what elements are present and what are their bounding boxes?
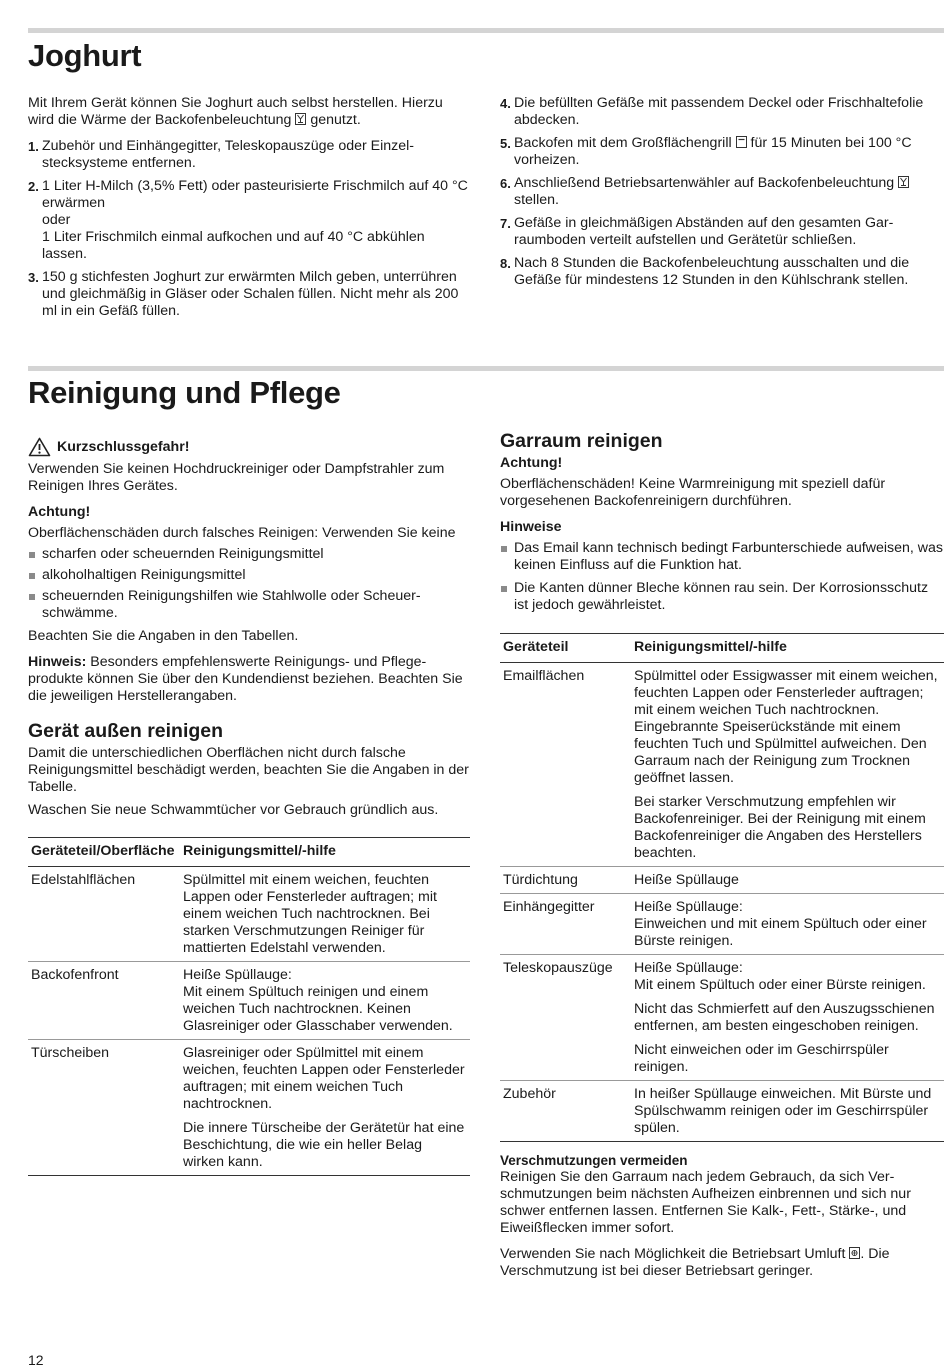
- list-item: 8. Nach 8 Stunden die Backofenbeleuchtung ausschalten und die Gefäße für mindestens 12 Stunden in den Kühlschrank stellen.: [500, 255, 910, 288]
- page-number: 12: [28, 1352, 44, 1368]
- list-item: 4. Die befüllten Gefäße mit passendem Deckel oder Frischhaltefolie abdecken.: [500, 95, 924, 128]
- joghurt-steps-left: [28, 138, 470, 320]
- heading-garraum: Garraum reinigen: [500, 430, 663, 452]
- list-item: 3. 150 g stichfesten Joghurt zur erwärmten Milch geben, unterrühren und gleichmäßig in Gläser oder Schalen füllen. Nicht mehr als 200 ml in ein Gefäß füllen.: [28, 269, 459, 319]
- list-item: 5. Backofen mit dem Großflächengrill für 15 Minuten bei 100 °C vorheizen.: [500, 135, 912, 168]
- list-item: 7. Gefäße in gleichmäßigen Abständen auf den gesamten Garraumboden verteilt aufstellen und Gerätetür schließen.: [500, 215, 894, 248]
- table-header: Geräteteil: [500, 634, 631, 663]
- bullet-list: [500, 540, 944, 614]
- list-item: Die Kanten dünner Bleche können rau sein. Der Korrosionsschutz ist jedoch gewährleistet.: [500, 580, 944, 614]
- garraum-table: [500, 633, 944, 1142]
- reinigung-right-column: [500, 430, 944, 1286]
- fan-icon: [849, 1247, 860, 1259]
- list-item: Das Email kann technisch bedingt Farbunterschiede aufweisen, was keinen Einfluss auf die Funktion hat.: [500, 540, 944, 574]
- list-item: scharfen oder scheuernden Reinigungsmittel: [28, 546, 470, 563]
- heading-reinigung: Reinigung und Pflege: [28, 375, 341, 410]
- table-row: Edelstahlflächen Spülmittel mit einem weichen, feuchten Lappen oder Fensterleder auftragen; mit einem weichen Tuch nachtrocknen. Bei starken Verschmutzungen Reiniger für mattierten Edelstahl verwenden.: [28, 867, 470, 962]
- table-row: Emailflächen Spülmittel oder Essigwasser mit einem weichen, feuchten Lappen oder Fensterleder auftragen; mit einem weichen Tuch nachtrocknen. Eingebrannte Speiserückstände mit einem feuchten Tuch und Spülmittel aufweichen. Den Garraum nach der Reinigung zum Trocknen geöffnet lassen. Bei starker Verschmutzung empfehlen wir Backofenreiniger. Bei der Reinigung mit einem Backofenreiniger die Angaben des Herstellers beachten.: [500, 663, 944, 867]
- aussen-table: [28, 837, 470, 1176]
- list-item: scheuernden Reinigungshilfen wie Stahlwolle oder Scheuerschwämme.: [28, 588, 470, 622]
- table-row: Türdichtung Heiße Spüllauge: [500, 867, 944, 894]
- warning-triangle-icon: [28, 437, 51, 457]
- list-item: 1. Zubehör und Einhängegitter, Teleskopauszüge oder Einzelstecksysteme entfernen.: [28, 138, 415, 171]
- tabellen-text: Beachten Sie die Angaben in den Tabellen.: [28, 628, 299, 644]
- hinweise-label: Hinweise: [500, 519, 562, 535]
- table-row: Türscheiben Glasreiniger oder Spülmittel mit einem weichen, feuchten Lappen oder Fensterleder auftragen; mit einem weichen Tuch nachtrocknen. Die innere Türscheibe der Gerätetür hat eine Beschichtung, die wie ein heller Belag wirken kann.: [28, 1040, 470, 1176]
- aussen-p1: Damit die unterschiedlichen Oberflächen nicht durch falsche Reinigungsmittel beschädigt werden, beachten Sie die Angaben in der Tabelle.: [28, 745, 469, 795]
- table-row: Teleskopauszüge Heiße Spüllauge: Mit einem Spültuch oder einer Bürste reinigen. Nicht das Schmierfett auf den Auszugsschienen entfernen, am besten eingeschoben reinigen. Nicht einweichen oder im Geschirrspüler reinigen.: [500, 955, 944, 1081]
- joghurt-right-column: [500, 95, 942, 295]
- achtung-label: Achtung!: [28, 504, 91, 520]
- table-header: Reinigungsmittel/-hilfe: [631, 634, 944, 663]
- achtung-text: Oberflächenschäden! Keine Warmreinigung mit speziell dafür vorgesehenen Backofenreinigern durchführen.: [500, 476, 886, 509]
- lamp-icon: [898, 176, 909, 188]
- table-header: Reinigungsmittel/-hilfe: [180, 838, 470, 867]
- table-row: Zubehör In heißer Spüllauge einweichen. Mit Bürste und Spülschwamm reinigen oder im Geschirrspüler spülen.: [500, 1081, 944, 1142]
- list-item: 2. 1 Liter H-Milch (3,5% Fett) oder pasteurisierte Frischmilch auf 40 °C erwärmen oder 1 Liter Frischmilch einmal aufkochen und auf 40 °C abkühlen lassen.: [28, 178, 468, 262]
- joghurt-steps-right: [500, 95, 942, 289]
- vermeiden-label: Verschmutzungen vermeiden: [500, 1153, 688, 1168]
- list-item: alkoholhaltigen Reinigungsmittel: [28, 567, 470, 584]
- list-item: 6. Anschließend Betriebsartenwähler auf Backofenbeleuchtung stellen.: [500, 175, 942, 209]
- bullet-list: [28, 546, 470, 622]
- reinigung-left-column: [28, 437, 470, 1176]
- table-row: Backofenfront Heiße Spüllauge: Mit einem Spültuch reinigen und einem weichen Tuch nachtrocknen. Keinen Glasreiniger oder Glasschaber verwenden.: [28, 962, 470, 1040]
- table-header: Geräteteil/Oberfläche: [28, 838, 180, 867]
- heading-joghurt: Joghurt: [28, 38, 142, 73]
- warning-heading: Kurzschlussgefahr!: [28, 437, 470, 457]
- achtung-text: Oberflächenschäden durch falsches Reinigen: Verwenden Sie keine: [28, 525, 456, 541]
- umluft-text: Verwenden Sie nach Möglichkeit die Betriebsart Umluft . Die Verschmutzung ist bei dieser Betriebsart geringer.: [500, 1246, 890, 1279]
- lamp-icon: [295, 113, 306, 125]
- section-rule: [28, 28, 944, 33]
- joghurt-intro: Mit Ihrem Gerät können Sie Joghurt auch selbst herstellen. Hierzu wird die Wärme der Backofenbeleuchtung genutzt.: [28, 95, 443, 128]
- warning-text: Verwenden Sie keinen Hochdruckreiniger oder Dampfstrahler zum Reinigen Ihres Gerätes.: [28, 461, 445, 494]
- grill-icon: [736, 136, 747, 148]
- vermeiden-text: Reinigen Sie den Garraum nach jedem Gebrauch, da sich Verschmutzungen beim nächsten Aufheizen einbrennen und sich nur schwer entfernen lassen. Entfernen Sie Kalk-, Fett-, Stärke-, und Eiweißflecken immer sofort.: [500, 1169, 911, 1236]
- section-rule: [28, 366, 944, 371]
- heading-geraet-aussen: Gerät außen reinigen: [28, 720, 224, 742]
- achtung-label: Achtung!: [500, 455, 563, 471]
- joghurt-left-column: [28, 95, 470, 326]
- table-row: Einhängegitter Heiße Spüllauge: Einweichen und mit einem Spültuch oder einer Bürste reinigen.: [500, 894, 944, 955]
- aussen-p2: Waschen Sie neue Schwammtücher vor Gebrauch gründlich aus.: [28, 802, 439, 818]
- hinweis: Hinweis: Besonders empfehlenswerte Reinigungs- und Pflegeprodukte können Sie über den Kundendienst beziehen. Beachten Sie die jeweiligen Herstellerangaben.: [28, 654, 463, 704]
